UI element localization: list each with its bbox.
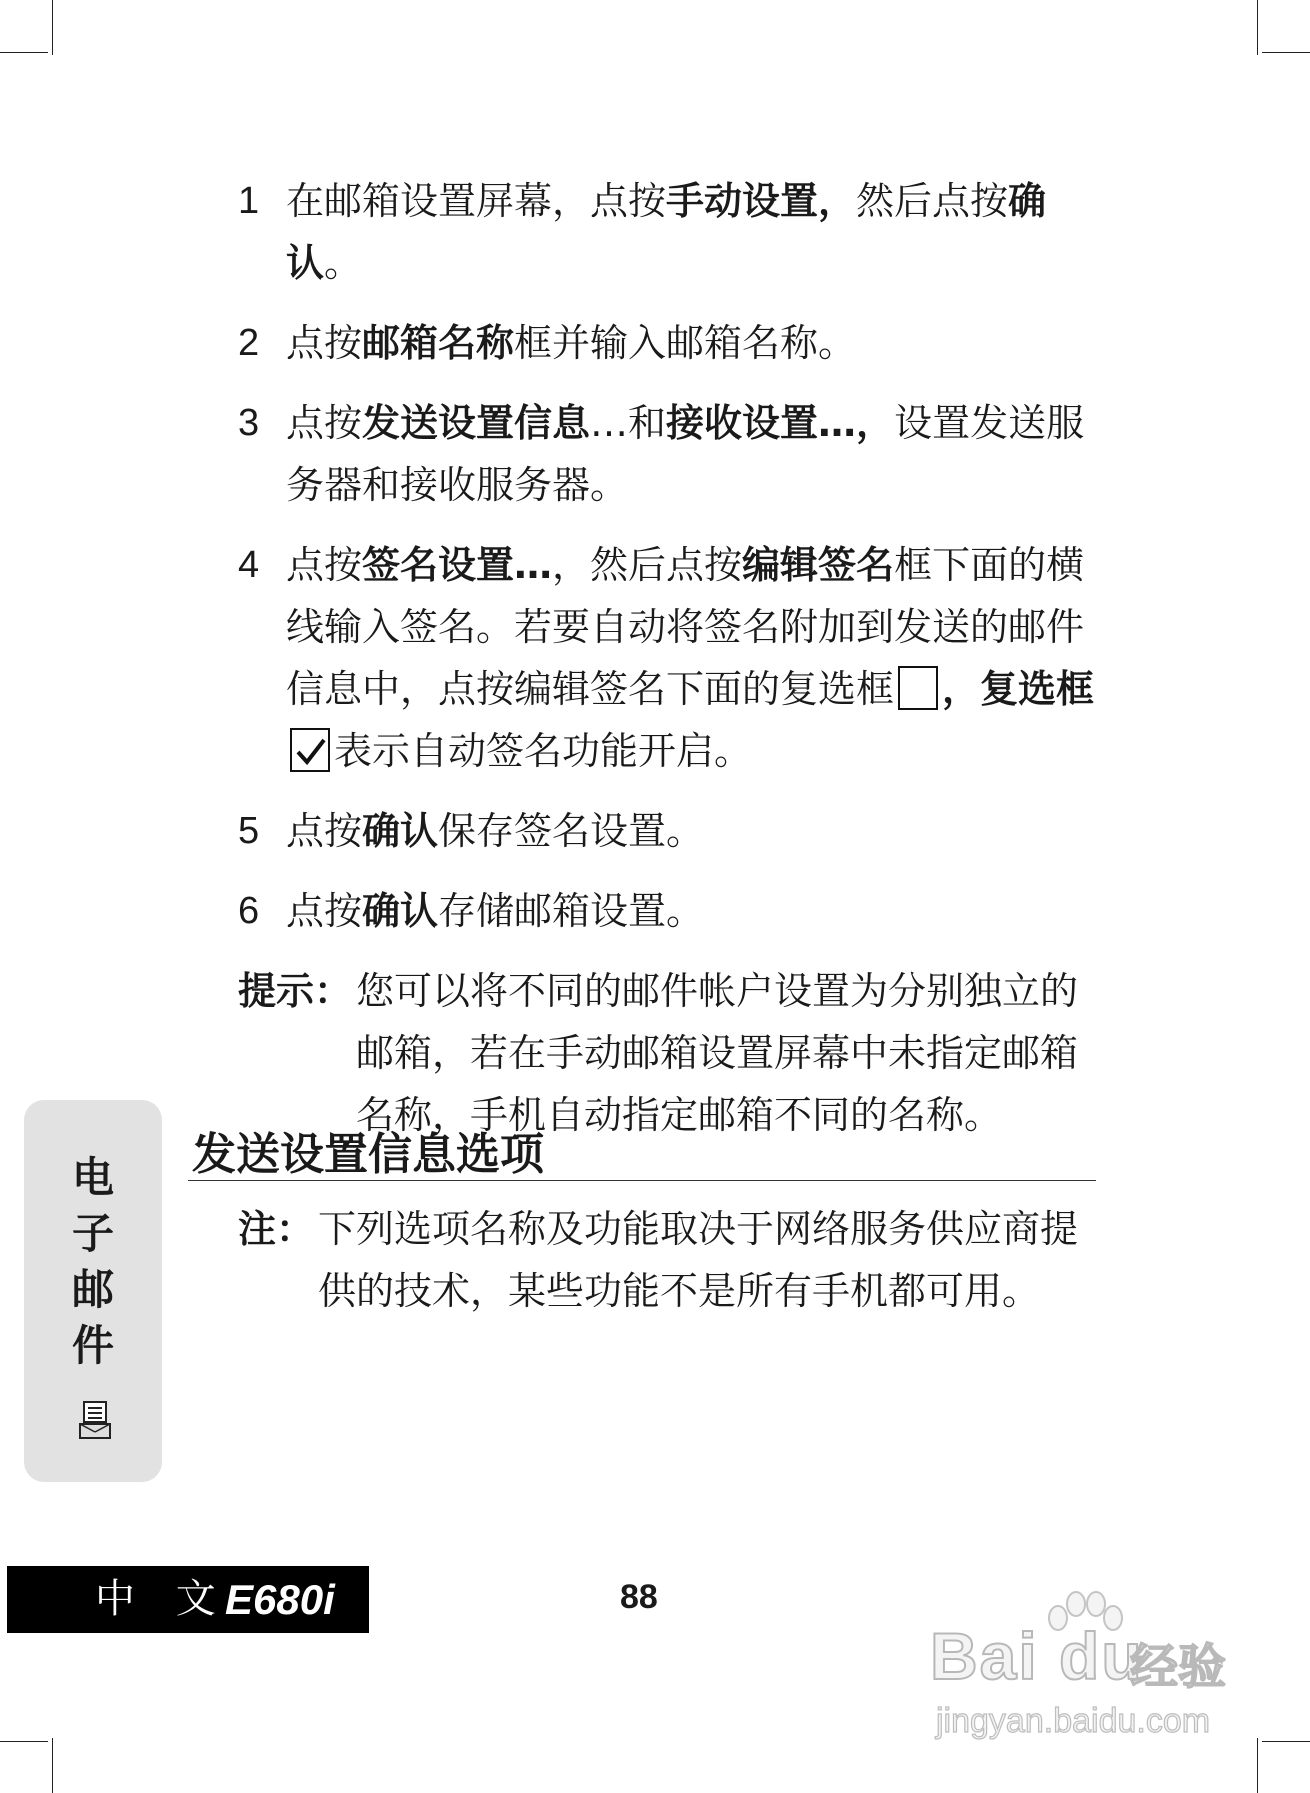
note [238, 1198, 1098, 1322]
crop-mark [52, 1738, 53, 1793]
crop-mark [0, 1741, 48, 1742]
step-text: 保存签名设置。 [438, 809, 705, 853]
crop-mark [0, 52, 48, 53]
step-item [238, 170, 1098, 294]
step-keyword: 确认 [286, 179, 1047, 285]
crop-mark [52, 0, 53, 55]
step-text: …和 [590, 401, 667, 445]
step-text: ，然后点按 [552, 543, 743, 587]
step-text: 在邮箱设置屏幕，点按 [286, 179, 667, 223]
step-item [238, 392, 1098, 516]
crop-mark [1262, 52, 1310, 53]
chapter-char: 电 [71, 1153, 114, 1202]
mailbox-icon [78, 1400, 112, 1444]
step-keyword: 编辑签名 [742, 543, 895, 587]
step-number: 5 [238, 810, 260, 852]
watermark-cn: 经验 [1130, 1639, 1227, 1695]
step-text: 点按 [286, 809, 363, 853]
step-text: 点按 [286, 889, 363, 933]
step-text: 框下面的横线输入签名。若要自动将签名附加到发送的邮件信息中，点按编辑签名下面的复选框 [286, 543, 1085, 711]
chapter-tab [24, 1100, 162, 1482]
note-label: 注： [238, 1207, 315, 1251]
watermark-logo: Bai du [930, 1619, 1144, 1693]
chapter-char: 邮 [71, 1265, 114, 1314]
step-text: 点按 [286, 401, 363, 445]
step-keyword: 邮箱名称 [362, 321, 515, 365]
step-text: 表示自动签名功能开启。 [334, 729, 753, 773]
step-keyword: 签名设置… [362, 543, 553, 587]
step-number: 3 [238, 402, 260, 444]
chapter-char: 子 [71, 1209, 114, 1258]
tip-label: 提示： [238, 969, 353, 1013]
step-keyword: ，复选框 [942, 667, 1095, 711]
note-text: 下列选项名称及功能取决于网络服务供应商提供的技术，某些功能不是所有手机都可用。 [318, 1207, 1079, 1313]
step-number: 6 [238, 890, 260, 932]
step-text: 点按 [286, 321, 363, 365]
footer-language: 中 文 [95, 1576, 230, 1622]
step-text: 存储邮箱设置。 [438, 889, 705, 933]
step-item [238, 800, 1098, 862]
step-keyword: 接收设置…， [666, 401, 895, 445]
step-text: 框并输入邮箱名称。 [514, 321, 857, 365]
checkbox-checked-icon [290, 728, 330, 772]
crop-mark [1257, 1738, 1258, 1793]
tip-text: 您可以将不同的邮件帐户设置为分别独立的邮箱，若在手动邮箱设置屏幕中未指定邮箱名称，手机自动指定邮箱不同的名称。 [356, 969, 1079, 1137]
step-text: 。 [324, 241, 363, 285]
step-keyword: 手动设置， [666, 179, 857, 223]
footer-model: E680i [225, 1576, 335, 1623]
section-divider [188, 1180, 1096, 1181]
step-number: 4 [238, 544, 260, 586]
step-keyword: 发送设置信息 [362, 401, 591, 445]
page-number: 88 [620, 1578, 658, 1616]
step-text: 设置发送服务器和接收服务器。 [286, 401, 1085, 507]
section-title: 发送设置信息选项 [192, 1129, 544, 1180]
step-text: 点按 [286, 543, 363, 587]
step-item [238, 312, 1098, 374]
crop-mark [1257, 0, 1258, 55]
steps-list [238, 170, 1098, 1146]
footer-bar [7, 1566, 369, 1633]
chapter-tab-label [24, 1150, 162, 1374]
step-keyword: 确认 [362, 809, 439, 853]
step-item [238, 534, 1098, 782]
crop-mark [1262, 1741, 1310, 1742]
step-number: 2 [238, 322, 260, 364]
chapter-char: 件 [71, 1321, 114, 1370]
watermark-url: jingyan.baidu.com [936, 1702, 1211, 1740]
checkbox-empty-icon [898, 666, 938, 710]
step-number: 1 [238, 180, 260, 222]
step-keyword: 确认 [362, 889, 439, 933]
step-text: 然后点按 [856, 179, 1009, 223]
baidu-watermark [930, 1590, 1250, 1750]
step-item [238, 880, 1098, 942]
